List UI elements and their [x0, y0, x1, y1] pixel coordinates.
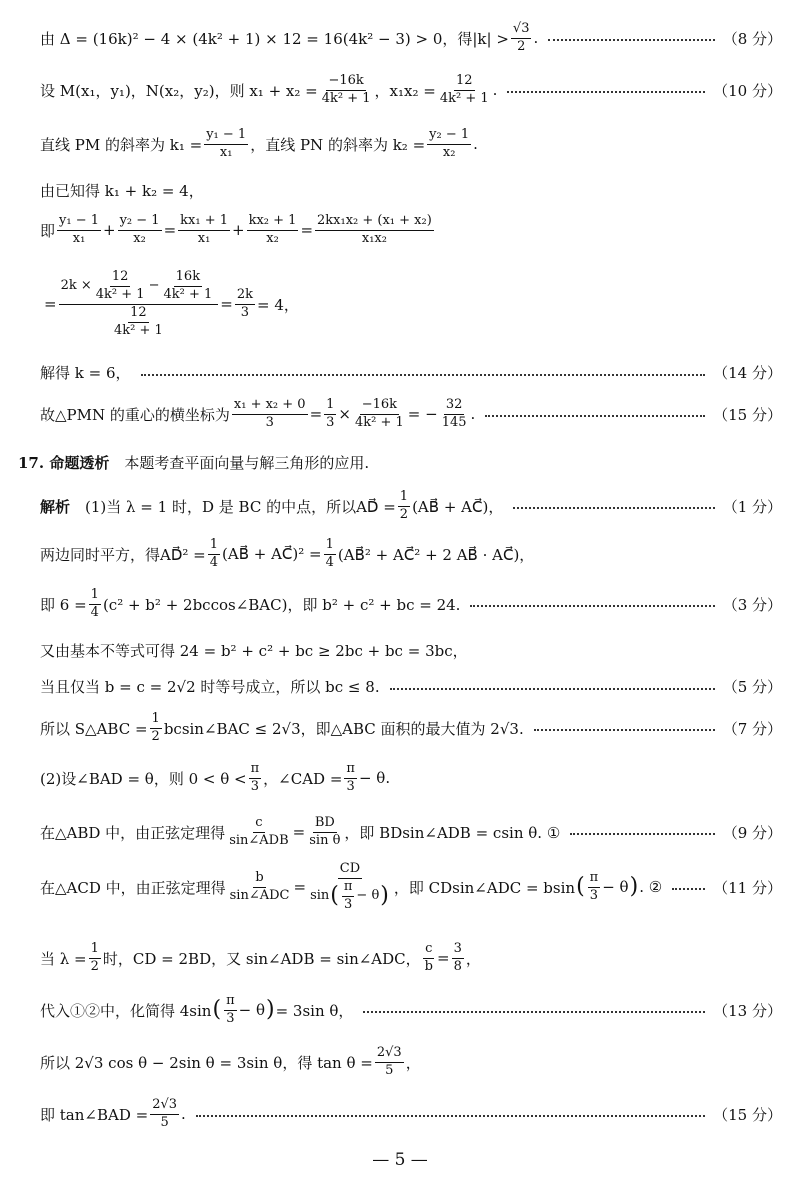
leader-dots [363, 1011, 705, 1013]
solution-line: 即 6 = $\frac{1}{4}$ (c² + b² + 2bccos∠BAC)，即 b² + c² + bc = 24. （3 分） [40, 587, 782, 620]
solution-line: 当且仅当 b = c = 2√2 时等号成立，所以 bc ≤ 8. （5 分） [40, 678, 782, 696]
solution-line: 在△ACD 中，由正弦定理得 $\frac{b}{\text{sin∠ADC}}$ = CD sin ( $\frac{\pi}{3}$ − θ ) ，即 CDsin∠ADC = bsin ( $\frac{\pi}{3}$ − θ ) . ② （11 分） [40, 861, 782, 912]
leader-dots [485, 415, 705, 417]
leader-dots [196, 1115, 705, 1117]
leader-dots [672, 888, 705, 890]
score-label: （15 分） [713, 1105, 782, 1124]
fraction: $\frac{1}{3}$ [326, 397, 335, 430]
solution-line: 即 tan∠BAD = $\frac{2√3}{5}$ . （15 分） [40, 1097, 782, 1130]
solution-line: 由 Δ = (16k)² − 4 × (4k² + 1) × 12 = 16(4k² − 3) > 0，得|k| > $\frac{√3}{2}$ . （8 分） [40, 21, 782, 54]
fraction: $\frac{\text{x₁ + x₂ + 0}}{3}$ [233, 397, 306, 430]
problem-label: 17. 命题透析 [18, 454, 110, 472]
leader-dots [470, 605, 714, 607]
solution-line: 即 $\frac{\text{y₁ − 1}}{\text{x₁}}$ + $\frac{\text{y₂ − 1}}{\text{x₂}}$ = $\frac{\text{kx₁ + 1}}{\text{x₁}}$ + $\frac{\text{kx₂ + 1}}{\text{x₂}}$ = $\frac{\text{2kx₁x₂ + (x₁ + x₂)}}{\text{x₁x₂}}$ [40, 213, 432, 246]
fraction: $\frac{c}{\text{sin∠ADB}}$ [229, 815, 289, 848]
fraction: $\frac{12}{\text{4k² + 1}}$ [95, 269, 145, 302]
fraction: $\frac{16k}{\text{4k² + 1}}$ [163, 269, 213, 302]
fraction: $\frac{2k}{3}$ [236, 286, 253, 320]
score-label: （8 分） [722, 29, 782, 48]
fraction: $\frac{BD}{\text{sin θ}}$ [309, 815, 341, 848]
solution-line: 直线 PM 的斜率为 k₁ = $\frac{\text{y₁ − 1}}{\text{x₁}}$ ，直线 PN 的斜率为 k₂ = $\frac{\text{y₂ − 1}}{\text{x₂}}$ . [40, 127, 478, 160]
score-label: （9 分） [722, 823, 782, 842]
solution-line: 所以 2√3 cos θ − 2sin θ = 3sin θ，得 tan θ = $\frac{2√3}{5}$ ， [40, 1045, 421, 1078]
score-label: （1 分） [722, 497, 782, 516]
leader-dots [141, 374, 706, 376]
fraction: $\frac{\pi}{3}$ [250, 761, 260, 794]
fraction: $\frac{c}{b}$ [424, 941, 433, 974]
solution-line: 两边同时平方，得AD⃗² = $\frac{1}{4}$ (AB⃗ + AC⃗)² = $\frac{1}{4}$ (AB⃗² + AC⃗² + 2 AB⃗ · AC⃗)， [40, 537, 535, 570]
fraction: $\frac{1}{2}$ [151, 711, 160, 744]
fraction: $\frac{\text{y₂ − 1}}{\text{x₂}}$ [119, 213, 160, 246]
score-label: （11 分） [713, 878, 782, 897]
score-label: （15 分） [713, 405, 782, 424]
fraction: $\frac{32}{145}$ [441, 397, 467, 430]
fraction: $\frac{1}{4}$ [325, 537, 334, 570]
fraction: $\frac{\text{2kx₁x₂ + (x₁ + x₂)}}{\text{x₁x₂}}$ [317, 213, 432, 246]
fraction: $\frac{2√3}{5}$ [376, 1045, 402, 1078]
score-label: （14 分） [713, 364, 782, 382]
solution-line: (2)设∠BAD = θ，则 0 < θ < $\frac{\pi}{3}$ ，∠CAD = $\frac{\pi}{3}$ − θ. [40, 761, 391, 794]
analysis-label: 解析 [40, 497, 71, 516]
solution-line: 设 M(x₁，y₁)，N(x₂，y₂)，则 x₁ + x₂ = $\frac{-16k}{\text{4k² + 1}}$ ，x₁x₂ = $\frac{12}{\text{4k² + 1}}$ . （10 分） [40, 73, 782, 106]
fraction: $\frac{-16k}{\text{4k² + 1}}$ [355, 397, 404, 430]
fraction: $\frac{\text{y₂ − 1}}{\text{x₂}}$ [429, 127, 470, 160]
fraction: $\frac{√3}{2}$ [512, 21, 530, 54]
solution-line: 解析 (1)当 λ = 1 时，D 是 BC 的中点，所以AD⃗ = $\frac{1}{2}$ (AB⃗ + AC⃗)， （1 分） [40, 489, 782, 522]
score-label: （10 分） [713, 81, 782, 100]
score-label: （5 分） [722, 678, 782, 696]
fraction: $\frac{-16k}{\text{4k² + 1}}$ [321, 73, 371, 106]
fraction: $\frac{\pi}{3}$ [343, 878, 353, 912]
fraction: CD sin ( $\frac{\pi}{3}$ − θ ) [310, 861, 389, 912]
fraction: $\frac{3}{8}$ [453, 941, 462, 974]
fraction: $\frac{1}{2}$ [90, 941, 99, 974]
score-label: （13 分） [713, 1001, 782, 1020]
compound-fraction: 2k × $\frac{12}{\text{4k² + 1}}$ − $\frac{16k}{\text{4k² + 1}}$ $\frac{12}{\text{4k² + 1}}$ [59, 270, 219, 339]
fraction: $\frac{\text{kx₂ + 1}}{\text{x₂}}$ [248, 213, 297, 246]
fraction: $\frac{1}{2}$ [399, 489, 409, 522]
solution-line: 在△ABD 中，由正弦定理得 $\frac{c}{\text{sin∠ADB}}$ = $\frac{BD}{\text{sin θ}}$ ，即 BDsin∠ADB = csin θ. ① （9 分） [40, 815, 782, 848]
solution-line: 故△PMN 的重心的横坐标为 $\frac{\text{x₁ + x₂ + 0}}{3}$ = $\frac{1}{3}$ × $\frac{-16k}{\text{4k² + 1}}$ = − $\frac{32}{145}$ . （15 分） [40, 397, 782, 430]
score-label: （3 分） [722, 595, 782, 614]
solution-line: 又由基本不等式可得 24 = b² + c² + bc ≥ 2bc + bc = 3bc， [40, 642, 468, 660]
fraction: $\frac{b}{\text{sin∠ADC}}$ [229, 869, 290, 903]
fraction: $\frac{\text{y₁ − 1}}{\text{x₁}}$ [206, 127, 247, 160]
solution-line: 当 λ = $\frac{1}{2}$ 时，CD = 2BD，又 sin∠ADB = sin∠ADC， $\frac{c}{b}$ = $\frac{3}{8}$ ， [40, 941, 481, 974]
page-number: — 5 — [372, 1150, 428, 1170]
problem-header: 17. 命题透析 本题考查平面向量与解三角形的应用. [18, 454, 370, 472]
fraction: $\frac{12}{\text{4k² + 1}}$ [114, 304, 163, 338]
solution-line: 由已知得 k₁ + k₂ = 4， [40, 182, 204, 200]
fraction: $\frac{\text{kx₁ + 1}}{\text{x₁}}$ [180, 213, 228, 246]
leader-dots [548, 39, 714, 41]
leader-dots [570, 833, 714, 835]
score-label: （7 分） [722, 719, 782, 738]
fraction: $\frac{\pi}{3}$ [589, 869, 599, 903]
solution-line: = 2k × $\frac{12}{\text{4k² + 1}}$ − $\frac{16k}{\text{4k² + 1}}$ $\frac{12}{\text{4k² + 1}}$ = $\frac{2k}{3}$ = 4， [44, 269, 299, 338]
solution-line: 代入①②中，化简得 4sin ( $\frac{\pi}{3}$ − θ ) = 3sin θ， （13 分） [40, 993, 782, 1026]
fraction: $\frac{2√3}{5}$ [152, 1097, 178, 1130]
leader-dots [507, 91, 705, 93]
fraction: $\frac{12}{\text{4k² + 1}}$ [439, 73, 489, 106]
fraction: $\frac{\text{y₁ − 1}}{\text{x₁}}$ [59, 213, 99, 246]
leader-dots [513, 507, 714, 509]
fraction: $\frac{1}{4}$ [209, 537, 219, 570]
fraction: $\frac{1}{4}$ [90, 587, 99, 620]
solution-line: 解得 k = 6， （14 分） [40, 364, 782, 382]
fraction: $\frac{\pi}{3}$ [346, 761, 355, 794]
leader-dots [534, 729, 715, 731]
fraction: $\frac{\pi}{3}$ [226, 993, 235, 1026]
leader-dots [390, 688, 715, 690]
solution-line: 所以 S△ABC = $\frac{1}{2}$ bcsin∠BAC ≤ 2√3，即△ABC 面积的最大值为 2√3. （7 分） [40, 711, 782, 744]
